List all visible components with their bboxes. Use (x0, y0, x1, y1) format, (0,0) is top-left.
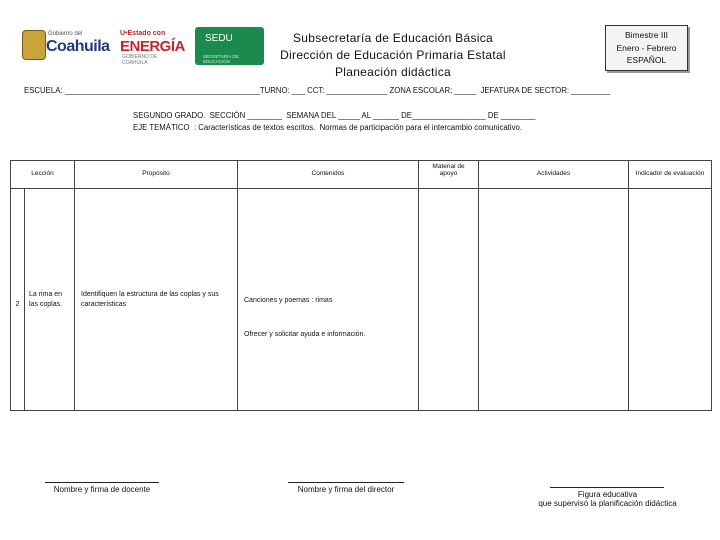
sedu-logo (195, 27, 264, 65)
bimestre-line-3: ESPAÑOL (626, 55, 667, 65)
header-leccion: Lección (11, 161, 75, 189)
signature-figura-educativa (520, 487, 695, 508)
document-header (270, 30, 516, 81)
contenido-1: Canciones y poemas : rimas (244, 296, 333, 304)
grado-line: SEGUNDO GRADO. SECCIÓN ________ SEMANA DEL _____ AL ______ DE_________________ DE ________ (133, 111, 536, 120)
contenido-2: Ofrecer y solicitar ayuda e información. (244, 330, 366, 338)
signature-docente (45, 482, 159, 494)
header-line-3: Planeación didáctica (334, 65, 452, 79)
header-proposito: Propósito (75, 161, 238, 189)
table-header-row (11, 161, 712, 189)
header-indicador: Indicador de evaluación (629, 161, 712, 189)
coahuila-logo (22, 30, 110, 60)
row-actividades[interactable] (479, 189, 629, 411)
eje-tematico-line: EJE TEMÁTICO : Características de textos escritos. Normas de participación para el intercambio comunicativo. (133, 123, 522, 132)
row-contenidos[interactable] (238, 189, 419, 411)
bimestre-line-2: Enero - Febrero (616, 42, 677, 53)
header-contenidos: Contenidos (238, 161, 419, 189)
signature-director (288, 482, 404, 494)
energia-logo-sub-text: GOBIERNO DE COAHUILA (122, 54, 158, 66)
header-actividades: Actividades (479, 161, 629, 189)
sedu-logo-sub-text: SECRETARÍA DE EDUCACIÓN (203, 54, 239, 64)
signature-label-docente: Nombre y firma de docente (53, 485, 151, 494)
energia-logo (120, 30, 185, 66)
escuela-line: ESCUELA: _____________________________________________TURNO: ___ CCT: ______________ ZONA ESCOLAR: _____ JEFATURA DE SECTOR: _________ (24, 86, 611, 95)
row-proposito: Identifiquen la estructura de las coplas y sus características (75, 189, 238, 411)
signature-label-director: Nombre y firma del director (297, 485, 395, 494)
coahuila-seal-icon (22, 30, 46, 60)
header-material: Material de apoyo (419, 161, 479, 189)
energia-logo-text: ENERGÍA (120, 38, 185, 55)
table-row (11, 189, 712, 411)
bimestre-box (605, 25, 688, 71)
row-leccion: La rima en las coplas. (25, 189, 75, 411)
header-line-2: Dirección de Educación Primaria Estatal (280, 48, 506, 62)
energia-logo-small-text: U•Estado con (120, 30, 166, 37)
coahuila-logo-text: Coahuila (46, 38, 110, 55)
signature-label-figura-1: Figura educativa (577, 490, 638, 499)
signature-label-figura-2: que supervisó la planificación didáctica (538, 499, 677, 508)
sedu-logo-text: SEDU (205, 33, 233, 44)
row-material[interactable] (419, 189, 479, 411)
bimestre-line-1: Bimestre III (625, 30, 668, 40)
header-line-1: Subsecretaría de Educación Básica (292, 31, 493, 45)
row-indicador[interactable] (629, 189, 712, 411)
coahuila-logo-small-text: Gobierno del (48, 31, 83, 37)
planning-table (10, 160, 712, 411)
row-number: 2 (11, 189, 25, 411)
